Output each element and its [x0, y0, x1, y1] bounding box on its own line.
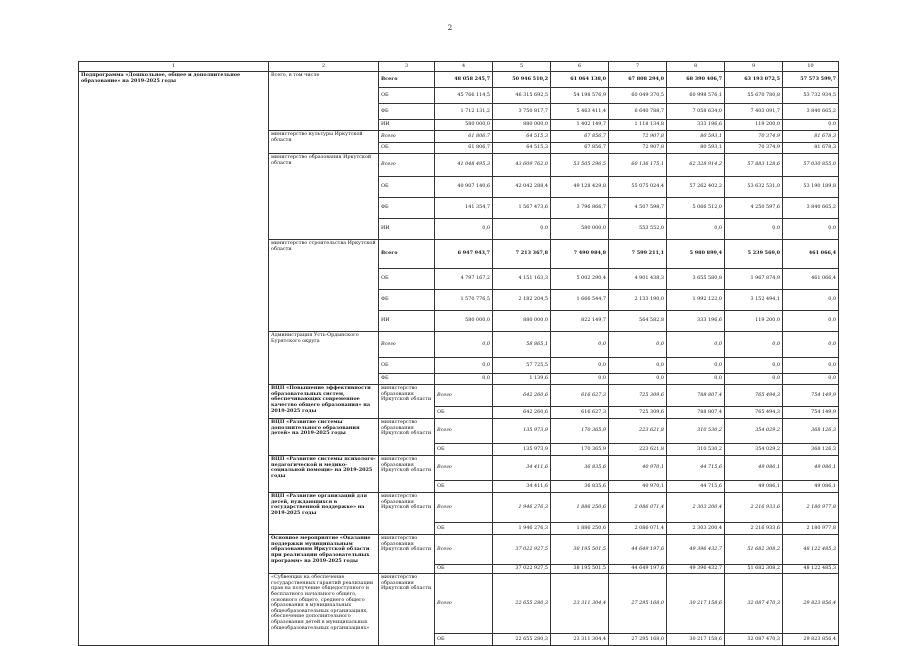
- amount-cell: 642 260,6: [493, 407, 551, 419]
- amount-cell: 7 058 634,0: [667, 104, 725, 120]
- amount-cell: 60 049 370,5: [609, 88, 667, 104]
- amount-cell: 49 128 429,8: [551, 177, 609, 198]
- amount-cell: 3 796 866,7: [551, 198, 609, 219]
- amount-cell: 36 835,6: [551, 456, 609, 481]
- funding-source-cell: ФБ: [379, 374, 435, 385]
- amount-cell: 4 901 438,3: [609, 269, 667, 290]
- amount-cell: 57 573 599,7: [783, 72, 839, 88]
- amount-cell: 2 216 933,6: [725, 493, 783, 523]
- funding-source-cell: Всего: [435, 535, 493, 565]
- amount-cell: 616 627,3: [551, 385, 609, 407]
- amount-cell: 0,0: [783, 311, 839, 332]
- amount-cell: 49 396 432,7: [667, 535, 725, 565]
- amount-cell: 36 835,6: [551, 481, 609, 493]
- funding-source-cell: ФБ: [379, 198, 435, 219]
- amount-cell: 1 967 874,9: [725, 269, 783, 290]
- amount-cell: 38 195 501,5: [551, 565, 609, 574]
- amount-cell: 1 992 122,0: [667, 290, 725, 311]
- amount-cell: 754 149,9: [783, 407, 839, 419]
- amount-cell: 0,0: [725, 332, 783, 358]
- amount-cell: 1 402 149,7: [551, 120, 609, 131]
- amount-cell: 0,0: [725, 358, 783, 374]
- program-name-cell: «Субвенция на обеспечение государственных гарантий реализации прав на получение общедоступного и бесплатного начального общего, основного общего, среднего общего образования в муниципальных общеобразовательных организациях, обеспечение дополнительного образования детей в муниципальных общеобразовательных организациях»: [269, 574, 379, 646]
- funding-source-cell: ИИ: [379, 219, 435, 240]
- amount-cell: 81 678,3: [783, 131, 839, 143]
- amount-cell: 4 797 167,2: [435, 269, 493, 290]
- amount-cell: 49 396 432,7: [667, 565, 725, 574]
- funding-source-cell: Всего: [435, 493, 493, 523]
- amount-cell: 0,0: [435, 358, 493, 374]
- funding-source-cell: ОБ: [379, 177, 435, 198]
- amount-cell: 5 239 569,0: [725, 240, 783, 269]
- amount-cell: 4 507 598,7: [609, 198, 667, 219]
- amount-cell: 53 505 296,5: [551, 154, 609, 177]
- program-name-cell: ВЦП «Повышение эффективности образовательных систем, обеспечивающих современное качество общего образования» на 2019-2025 годы: [269, 385, 379, 419]
- funding-source-cell: Всего: [379, 332, 435, 358]
- column-number: 6: [551, 62, 609, 72]
- amount-cell: 46 315 692,5: [493, 88, 551, 104]
- funding-source-cell: ОБ: [379, 269, 435, 290]
- amount-cell: 67 856,7: [551, 131, 609, 143]
- funding-source-cell: Всего: [435, 574, 493, 634]
- amount-cell: 0,0: [783, 332, 839, 358]
- amount-cell: 3 840 665,2: [783, 104, 839, 120]
- funding-source-cell: ИИ: [379, 120, 435, 131]
- amount-cell: 119 200,0: [725, 311, 783, 332]
- amount-cell: 40 970,1: [609, 456, 667, 481]
- amount-cell: 3 840 665,2: [783, 198, 839, 219]
- amount-cell: 37 022 927,5: [493, 535, 551, 565]
- amount-cell: 333 196,6: [667, 311, 725, 332]
- executor-cell: министерство образования Иркутской области: [379, 574, 435, 646]
- program-name-cell: ВЦП «Развитие системы психолого-педагогической и медико-социальной помощи» на 2019-2025 годы: [269, 456, 379, 493]
- amount-cell: 49 086,1: [783, 456, 839, 481]
- amount-cell: 2 216 933,6: [725, 523, 783, 535]
- amount-cell: 53 732 934,5: [783, 88, 839, 104]
- column-number: 3: [379, 62, 435, 72]
- amount-cell: 80 593,1: [667, 131, 725, 143]
- amount-cell: 0,0: [493, 219, 551, 240]
- amount-cell: 49 086,1: [783, 481, 839, 493]
- amount-cell: 0,0: [667, 358, 725, 374]
- amount-cell: 45 766 114,5: [435, 88, 493, 104]
- amount-cell: 30 217 158,6: [667, 574, 725, 634]
- amount-cell: 22 655 280,3: [493, 634, 551, 646]
- amount-cell: 68 390 406,7: [667, 72, 725, 88]
- amount-cell: 27 295 168,0: [609, 574, 667, 634]
- table-row: [79, 72, 839, 88]
- amount-cell: 23 311 304,4: [551, 634, 609, 646]
- funding-source-cell: ОБ: [379, 143, 435, 154]
- amount-cell: 67 856,7: [551, 143, 609, 154]
- amount-cell: 1 886 250,6: [551, 493, 609, 523]
- amount-cell: 1 567 473,6: [493, 198, 551, 219]
- amount-cell: 725 309,6: [609, 385, 667, 407]
- amount-cell: 2 182 204,5: [493, 290, 551, 311]
- amount-cell: 0,0: [783, 219, 839, 240]
- column-number-row: [79, 62, 839, 72]
- amount-cell: 30 217 158,6: [667, 634, 725, 646]
- amount-cell: 2 303 200,4: [667, 523, 725, 535]
- amount-cell: 135 973,9: [493, 444, 551, 456]
- funding-source-cell: Всего: [435, 385, 493, 407]
- amount-cell: 7 490 984,8: [551, 240, 609, 269]
- executor-cell: Всего, в том числе: [269, 72, 379, 131]
- amount-cell: 4 250 597,6: [725, 198, 783, 219]
- funding-source-cell: ФБ: [379, 290, 435, 311]
- funding-source-cell: ОБ: [435, 523, 493, 535]
- amount-cell: 48 122 485,3: [783, 535, 839, 565]
- amount-cell: 1 886 250,6: [551, 523, 609, 535]
- amount-cell: 2 303 200,4: [667, 493, 725, 523]
- amount-cell: 880 000,0: [493, 311, 551, 332]
- amount-cell: 55 075 024,4: [609, 177, 667, 198]
- amount-cell: 34 411,6: [493, 456, 551, 481]
- funding-source-cell: ОБ: [435, 565, 493, 574]
- amount-cell: 1 139,6: [493, 374, 551, 385]
- amount-cell: 51 682 308,2: [725, 535, 783, 565]
- amount-cell: 57 030 855,0: [783, 154, 839, 177]
- column-number: 8: [667, 62, 725, 72]
- amount-cell: 72 907,8: [609, 131, 667, 143]
- amount-cell: 43 609 762,0: [493, 154, 551, 177]
- funding-source-cell: Всего: [379, 131, 435, 143]
- amount-cell: 37 022 927,5: [493, 565, 551, 574]
- funding-source-cell: Всего: [379, 154, 435, 177]
- executor-cell: министерство образования Иркутской области: [379, 456, 435, 493]
- funding-source-cell: ОБ: [435, 634, 493, 646]
- amount-cell: 64 515,3: [493, 143, 551, 154]
- amount-cell: 1 712 131,2: [435, 104, 493, 120]
- amount-cell: 0,0: [551, 374, 609, 385]
- amount-cell: 57 262 402,2: [667, 177, 725, 198]
- funding-source-cell: ИИ: [379, 311, 435, 332]
- amount-cell: 2 086 071,4: [609, 523, 667, 535]
- amount-cell: 788 807,4: [667, 407, 725, 419]
- amount-cell: 0,0: [783, 120, 839, 131]
- amount-cell: 27 295 168,0: [609, 634, 667, 646]
- amount-cell: 223 621,8: [609, 444, 667, 456]
- executor-cell: министерство образования Иркутской области: [379, 385, 435, 419]
- amount-cell: 6 947 943,7: [435, 240, 493, 269]
- funding-source-cell: ОБ: [379, 88, 435, 104]
- program-name-cell: ВЦП «Развитие организаций для детей, нуждающихся в государственной поддержке» на 2019-2025 годы: [269, 493, 379, 535]
- amount-cell: 0,0: [609, 374, 667, 385]
- column-number: 4: [435, 62, 493, 72]
- amount-cell: 1 946 276,3: [493, 493, 551, 523]
- amount-cell: 48 122 485,3: [783, 565, 839, 574]
- amount-cell: 53 190 189,8: [783, 177, 839, 198]
- amount-cell: 0,0: [551, 332, 609, 358]
- amount-cell: 3 152 494,1: [725, 290, 783, 311]
- amount-cell: 42 042 288,4: [493, 177, 551, 198]
- amount-cell: 0,0: [609, 358, 667, 374]
- amount-cell: 44 649 197,6: [609, 535, 667, 565]
- amount-cell: 3 655 580,8: [667, 269, 725, 290]
- amount-cell: 310 530,2: [667, 444, 725, 456]
- amount-cell: 7 213 367,8: [493, 240, 551, 269]
- amount-cell: 461 066,4: [783, 269, 839, 290]
- funding-source-cell: Всего: [435, 456, 493, 481]
- amount-cell: 0,0: [435, 219, 493, 240]
- amount-cell: 0,0: [435, 374, 493, 385]
- amount-cell: 72 907,8: [609, 143, 667, 154]
- amount-cell: 29 823 856,4: [783, 574, 839, 634]
- amount-cell: 310 530,2: [667, 419, 725, 444]
- amount-cell: 7 403 091,7: [725, 104, 783, 120]
- amount-cell: 0,0: [667, 332, 725, 358]
- amount-cell: 61 806,7: [435, 143, 493, 154]
- funding-source-cell: ФБ: [379, 104, 435, 120]
- amount-cell: 6 640 788,7: [609, 104, 667, 120]
- budget-table: [78, 61, 839, 646]
- amount-cell: 0,0: [783, 290, 839, 311]
- column-number: 10: [783, 62, 839, 72]
- funding-source-cell: Всего: [379, 240, 435, 269]
- amount-cell: 170 365,9: [551, 444, 609, 456]
- amount-cell: 67 808 294,0: [609, 72, 667, 88]
- amount-cell: 23 311 304,4: [551, 574, 609, 634]
- amount-cell: 3 750 817,7: [493, 104, 551, 120]
- amount-cell: 32 087 470,3: [725, 574, 783, 634]
- executor-cell: Администрация Усть-Ордынского Бурятского округа: [269, 332, 379, 385]
- column-number: 1: [79, 62, 269, 72]
- amount-cell: 170 365,9: [551, 419, 609, 444]
- amount-cell: 0,0: [725, 219, 783, 240]
- executor-cell: министерство образования Иркутской области: [379, 493, 435, 535]
- amount-cell: 53 632 531,0: [725, 177, 783, 198]
- amount-cell: 0,0: [783, 374, 839, 385]
- amount-cell: 44 715,6: [667, 481, 725, 493]
- amount-cell: 60 136 175,1: [609, 154, 667, 177]
- amount-cell: 223 621,8: [609, 419, 667, 444]
- amount-cell: 64 515,3: [493, 131, 551, 143]
- amount-cell: 5 066 512,0: [667, 198, 725, 219]
- amount-cell: 822 149,7: [551, 311, 609, 332]
- amount-cell: 49 086,1: [725, 481, 783, 493]
- amount-cell: 29 823 856,4: [783, 634, 839, 646]
- amount-cell: 119 200,0: [725, 120, 783, 131]
- amount-cell: 51 682 308,2: [725, 565, 783, 574]
- amount-cell: 41 048 495,3: [435, 154, 493, 177]
- amount-cell: 80 593,1: [667, 143, 725, 154]
- amount-cell: 0,0: [667, 374, 725, 385]
- amount-cell: 765 494,3: [725, 385, 783, 407]
- amount-cell: 50 946 510,2: [493, 72, 551, 88]
- amount-cell: 60 998 576,1: [667, 88, 725, 104]
- amount-cell: 54 198 576,9: [551, 88, 609, 104]
- amount-cell: 48 058 245,7: [435, 72, 493, 88]
- amount-cell: 1 946 276,3: [493, 523, 551, 535]
- amount-cell: 0,0: [609, 332, 667, 358]
- amount-cell: 44 715,6: [667, 456, 725, 481]
- amount-cell: 642 260,6: [493, 385, 551, 407]
- amount-cell: 70 374,9: [725, 143, 783, 154]
- amount-cell: 553 552,0: [609, 219, 667, 240]
- amount-cell: 354 029,2: [725, 419, 783, 444]
- amount-cell: 58 865,1: [493, 332, 551, 358]
- amount-cell: 2 180 977,8: [783, 493, 839, 523]
- amount-cell: 61 064 138,0: [551, 72, 609, 88]
- amount-cell: 61 806,7: [435, 131, 493, 143]
- amount-cell: 368 126,3: [783, 419, 839, 444]
- amount-cell: 1 118 134,8: [609, 120, 667, 131]
- amount-cell: 40 970,1: [609, 481, 667, 493]
- amount-cell: 57 725,5: [493, 358, 551, 374]
- amount-cell: 5 980 899,4: [667, 240, 725, 269]
- executor-cell: министерство строительства Иркутской области: [269, 240, 379, 332]
- amount-cell: 580 000,0: [435, 311, 493, 332]
- amount-cell: 0,0: [783, 358, 839, 374]
- amount-cell: 564 582,8: [609, 311, 667, 332]
- amount-cell: 70 374,9: [725, 131, 783, 143]
- column-number: 9: [725, 62, 783, 72]
- program-name-cell: ВЦП «Развитие системы дополнительного образования детей» на 2019-2025 годы: [269, 419, 379, 456]
- funding-source-cell: ОБ: [435, 407, 493, 419]
- page-number: 2: [447, 24, 453, 32]
- amount-cell: 5 002 290,4: [551, 269, 609, 290]
- amount-cell: 2 133 190,0: [609, 290, 667, 311]
- amount-cell: 34 411,6: [493, 481, 551, 493]
- executor-cell: министерство образования Иркутской области: [269, 154, 379, 240]
- funding-source-cell: ОБ: [435, 481, 493, 493]
- amount-cell: 38 195 501,5: [551, 535, 609, 565]
- amount-cell: 81 678,3: [783, 143, 839, 154]
- funding-source-cell: ОБ: [435, 444, 493, 456]
- funding-source-cell: Всего: [435, 419, 493, 444]
- amount-cell: 0,0: [551, 358, 609, 374]
- amount-cell: 55 670 780,8: [725, 88, 783, 104]
- amount-cell: 461 066,4: [783, 240, 839, 269]
- amount-cell: 5 463 411,4: [551, 104, 609, 120]
- amount-cell: 354 029,2: [725, 444, 783, 456]
- amount-cell: 0,0: [667, 219, 725, 240]
- amount-cell: 725 309,6: [609, 407, 667, 419]
- amount-cell: 616 627,3: [551, 407, 609, 419]
- funding-source-cell: ОБ: [379, 358, 435, 374]
- program-name-cell: Основное мероприятие «Оказание поддержки муниципальным образованиям Иркутской области при реализации образовательных программ» на 2019-2025 годы: [269, 535, 379, 574]
- amount-cell: 580 000,0: [551, 219, 609, 240]
- column-number: 2: [269, 62, 379, 72]
- executor-cell: министерство образования Иркутской области: [379, 419, 435, 456]
- amount-cell: 44 649 197,6: [609, 565, 667, 574]
- amount-cell: 754 149,9: [783, 385, 839, 407]
- amount-cell: 4 151 163,3: [493, 269, 551, 290]
- amount-cell: 765 494,3: [725, 407, 783, 419]
- column-number: 5: [493, 62, 551, 72]
- amount-cell: 135 973,9: [493, 419, 551, 444]
- amount-cell: 63 193 072,5: [725, 72, 783, 88]
- executor-cell: министерство образования Иркутской области: [379, 535, 435, 574]
- amount-cell: 2 086 071,4: [609, 493, 667, 523]
- amount-cell: 0,0: [725, 374, 783, 385]
- amount-cell: 880 000,0: [493, 120, 551, 131]
- amount-cell: 580 000,0: [435, 120, 493, 131]
- amount-cell: 2 180 977,8: [783, 523, 839, 535]
- amount-cell: 22 655 280,3: [493, 574, 551, 634]
- amount-cell: 1 666 544,7: [551, 290, 609, 311]
- amount-cell: 368 126,3: [783, 444, 839, 456]
- amount-cell: 333 196,6: [667, 120, 725, 131]
- funding-source-cell: Всего: [379, 72, 435, 88]
- column-number: 7: [609, 62, 667, 72]
- amount-cell: 57 883 128,6: [725, 154, 783, 177]
- amount-cell: 788 807,4: [667, 385, 725, 407]
- amount-cell: 32 087 470,3: [725, 634, 783, 646]
- amount-cell: 40 907 140,6: [435, 177, 493, 198]
- amount-cell: 141 354,7: [435, 198, 493, 219]
- amount-cell: 7 599 211,1: [609, 240, 667, 269]
- amount-cell: 0,0: [435, 332, 493, 358]
- amount-cell: 49 086,1: [725, 456, 783, 481]
- amount-cell: 1 570 776,5: [435, 290, 493, 311]
- program-name-cell: Подпрограмма «Дошкольное, общее и дополнительное образование» на 2019-2025 годы: [79, 72, 269, 646]
- amount-cell: 62 328 914,2: [667, 154, 725, 177]
- executor-cell: министерство культуры Иркутской области: [269, 131, 379, 154]
